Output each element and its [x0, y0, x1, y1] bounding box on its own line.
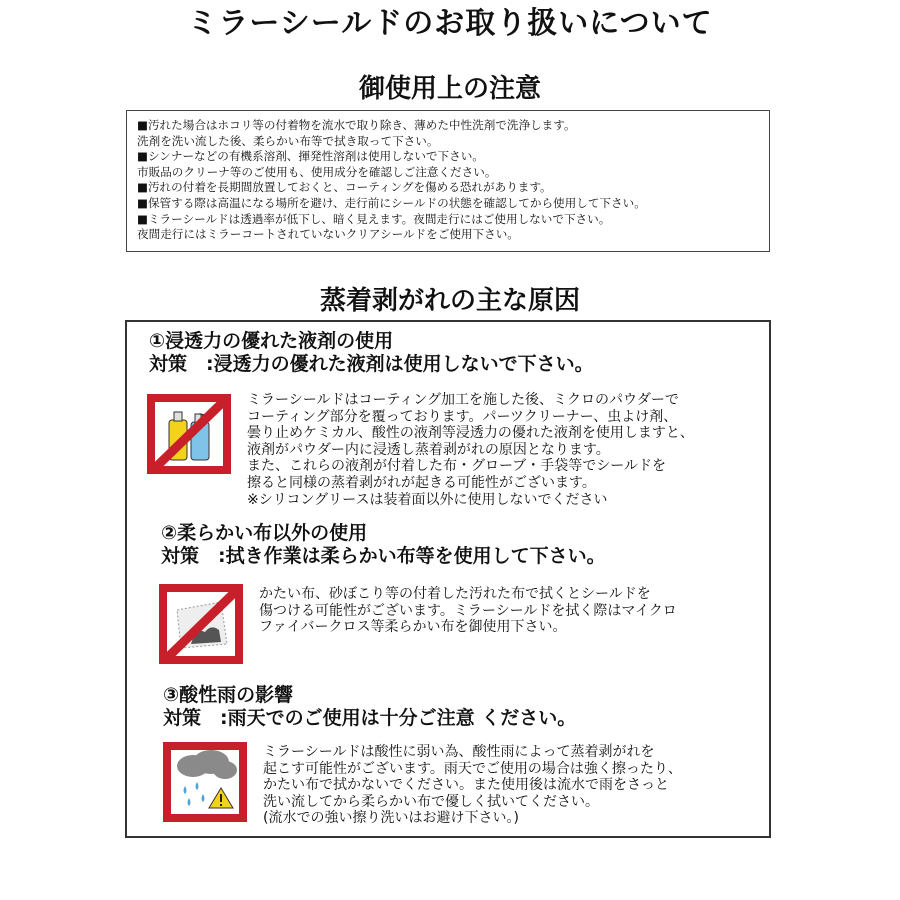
causes-box	[125, 320, 771, 838]
cause-section-1-body	[247, 392, 694, 508]
body-line: 起こす可能性がございます。雨天でご使用の場合は強く擦ったり、	[263, 760, 682, 777]
body-line: 傷つける可能性がございます。ミラーシールドを拭く際はマイクロ	[259, 602, 677, 619]
body-line: ミラーシールドは酸性に弱い為、酸性雨によって蒸着剥がれを	[263, 744, 655, 760]
body-line: 液剤がパウダー内に浸透し蒸着剥がれの原因となります。	[247, 441, 610, 458]
body-line: 擦ると同様の蒸着剥がれが起きる可能性がございます。	[247, 474, 596, 491]
body-line: コーティング部分を覆っております。パーツクリーナー、虫よけ剤、	[247, 408, 678, 425]
countermeasure: 対策 :雨天でのご使用は十分ご注意 ください。	[163, 707, 577, 729]
acid-rain-warning-icon	[163, 742, 247, 822]
caution-heading: 御使用上の注意	[358, 74, 541, 104]
dirty-cloth-prohibited-icon	[159, 584, 243, 664]
cause-section-2-header	[161, 522, 606, 568]
page-title: ミラーシールドのお取り扱いについて	[187, 6, 713, 41]
caution-box	[126, 110, 770, 252]
body-line: (流水での強い擦り洗いはお避け下さい。)	[263, 810, 519, 827]
causes-heading: 蒸着剥がれの主な原因	[319, 286, 580, 316]
cause-title: ③酸性雨の影響	[163, 684, 294, 706]
cause-title: ①浸透力の優れた液剤の使用	[149, 330, 394, 352]
caution-line: ■ミラーシールドは透過率が低下し、暗く見えます。夜間走行にはご使用しないで下さい。	[137, 211, 611, 226]
countermeasure: 対策 :浸透力の優れた液剤は使用しないで下さい。	[149, 353, 594, 375]
caution-line: 夜間走行にはミラーコートされていないクリアシールドをご使用下さい。	[137, 227, 519, 242]
body-line: 洗い流してから柔らかい布で優しく拭いてください。	[263, 793, 599, 810]
caution-line: ■保管する際は高温になる場所を避け、走行前にシールドの状態を確認してから使用して下さい。	[137, 195, 646, 210]
caution-line: 市販品のクリーナ等のご使用も、使用成分を確認しご注意ください。	[137, 164, 497, 179]
countermeasure: 対策 :拭き作業は柔らかい布等を使用して下さい。	[161, 545, 606, 567]
chemical-bottles-prohibited-icon	[147, 394, 231, 474]
cause-section-2-body	[259, 586, 677, 636]
body-line: ミラーシールドはコーティング加工を施した後、ミクロのパウダーで	[247, 392, 679, 408]
cause-section-3-header	[163, 684, 576, 730]
body-line: かたい布、砂ぼこり等の付着した汚れた布で拭くとシールドを	[259, 586, 651, 602]
caution-line: ■シンナーなどの有機系溶剤、揮発性溶剤は使用しないで下さい。	[137, 149, 484, 164]
cause-section-3-body	[263, 744, 682, 827]
body-line: かたい布で拭かないでください。また使用後は流水で雨をさっと	[263, 777, 669, 794]
body-line: ※シリコングリースは装着面以外に使用しないでください	[247, 491, 608, 508]
caution-line: ■汚れの付着を長期間放置しておくと、コーティングを傷める恐れがあります。	[137, 180, 552, 195]
cause-section-1-header	[149, 330, 594, 376]
caution-line: 洗剤を洗い流した後、柔らかい布等で拭き取って下さい。	[137, 133, 439, 148]
cause-title: ②柔らかい布以外の使用	[161, 522, 368, 544]
body-line: また、これらの液剤が付着した布・グローブ・手袋等でシールドを	[247, 458, 667, 475]
body-line: 曇り止めケミカル、酸性の液剤等浸透力の優れた液剤を使用しますと、	[247, 425, 694, 442]
body-line: ファイバークロス等柔らかい布を御使用下さい。	[259, 619, 567, 636]
caution-line: ■汚れた場合はホコリ等の付着物を流水で取り除き、薄めた中性洗剤で洗浄します。	[137, 118, 576, 132]
